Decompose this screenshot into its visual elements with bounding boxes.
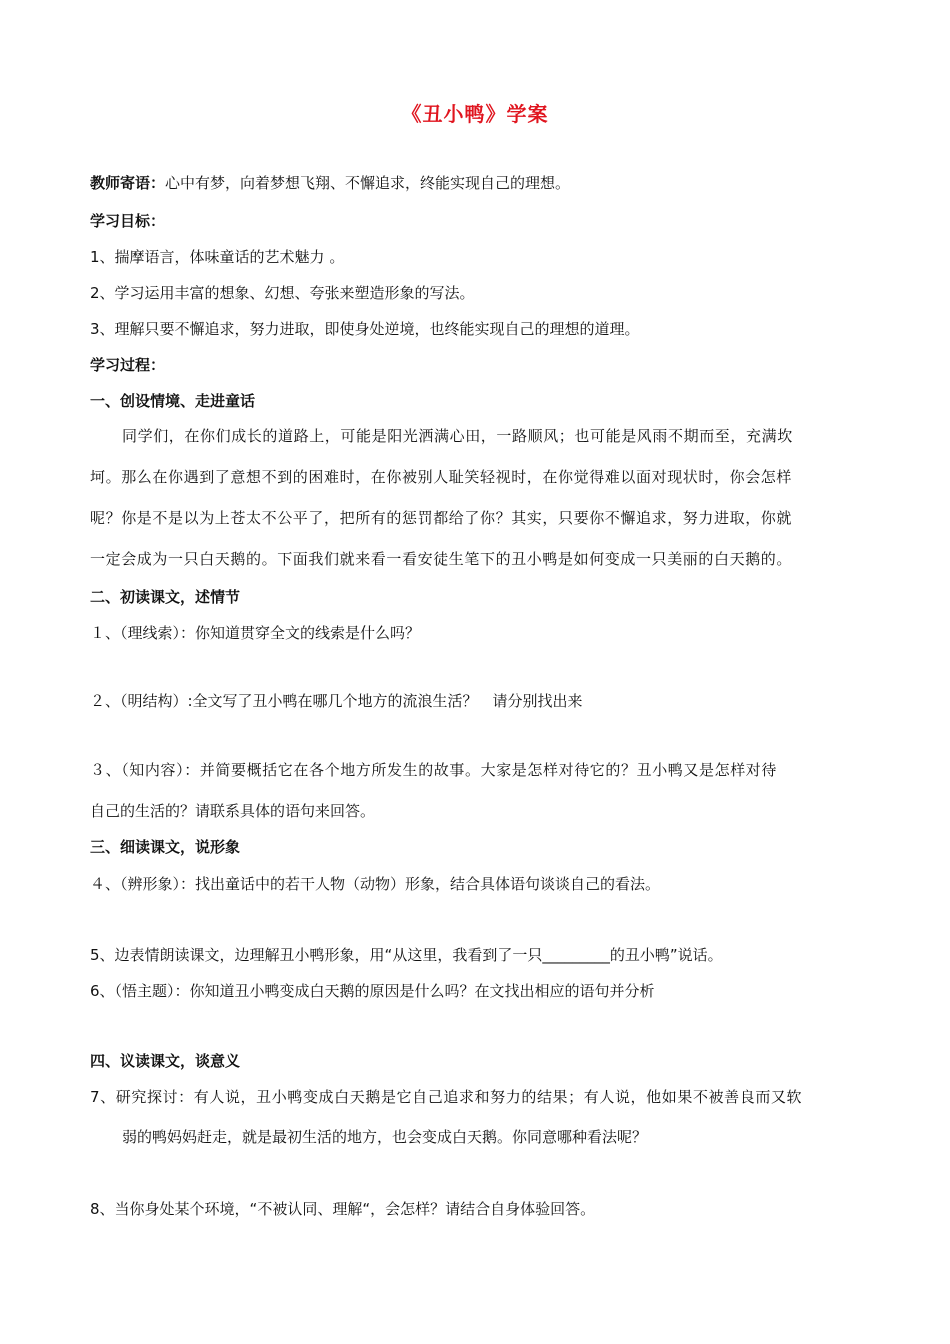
- section-heading: 一、创设情境、走进童话: [90, 392, 256, 410]
- process-heading: 学习过程：: [90, 356, 166, 374]
- section-heading: 二、初读课文，述情节: [90, 588, 241, 606]
- section-heading: 四、议读课文，谈意义: [90, 1052, 241, 1070]
- question-item-continuation: 自己的生活的？请联系具体的语句来回答。: [90, 802, 376, 820]
- intro-paragraph-line: 一定会成为一只白天鹅的。下面我们就来看一看安徒生笔下的丑小鸭是如何变成一只美丽的白天鹅的。: [90, 550, 793, 568]
- question-item: ２、（明结构）:全文写了丑小鸭在哪几个地方的流浪生活？ 请分别找出来: [90, 692, 583, 710]
- teacher-message-text: 心中有梦，向着梦想飞翔、不懈追求，终能实现自己的理想。: [165, 174, 571, 192]
- goal-item: 3、理解只要不懈追求，努力进取，即使身处逆境，也终能实现自己的理想的道理。: [90, 320, 640, 338]
- question-item: 8、当你身处某个环境，“不被认同、理解“，会怎样？请结合自身体验回答。: [90, 1200, 596, 1218]
- question-item: １、（理线索）：你知道贯穿全文的线索是什么吗？: [90, 624, 421, 642]
- intro-paragraph-line: 同学们，在你们成长的道路上，可能是阳光洒满心田，一路顺风；也可能是风雨不期而至，充满坎: [122, 427, 793, 445]
- goal-item: 2、学习运用丰富的想象、幻想、夸张来塑造形象的写法。: [90, 284, 475, 302]
- teacher-message-label: 教师寄语：: [90, 174, 166, 192]
- section-heading: 三、细读课文，说形象: [90, 838, 241, 856]
- intro-paragraph-line: 坷。那么在你遇到了意想不到的困难时，在你被别人耻笑轻视时，在你觉得难以面对现状时，你会怎样: [90, 468, 793, 486]
- question-item: 6、（悟主题）：你知道丑小鸭变成白天鹅的原因是什么吗？在文找出相应的语句并分析: [90, 982, 655, 1000]
- goal-item: 1、揣摩语言，体味童话的艺术魅力 。: [90, 248, 345, 266]
- question-item: ３、（知内容）：并简要概括它在各个地方所发生的故事。大家是怎样对待它的？丑小鸭又是怎样对待: [90, 761, 778, 779]
- question-item: ４、（辨形象）：找出童话中的若干人物（动物）形象，结合具体语句谈谈自己的看法。: [90, 875, 661, 893]
- question-item: 5、边表情朗读课文，边理解丑小鸭形象，用“从这里，我看到了一只_________的丑小鸭”说话。: [90, 946, 723, 964]
- question-item-continuation: 弱的鸭妈妈赶走，就是最初生活的地方，也会变成白天鹅。你同意哪种看法呢？: [122, 1128, 648, 1146]
- teacher-message: [90, 172, 870, 194]
- intro-paragraph-line: 呢？你是不是以为上苍太不公平了，把所有的惩罚都给了你？其实，只要你不懈追求，努力进取，你就: [90, 509, 793, 527]
- question-item: 7、研究探讨：有人说，丑小鸭变成白天鹅是它自己追求和努力的结果；有人说，他如果不被善良而又软: [90, 1088, 803, 1106]
- document-title: 《丑小鸭》学案: [401, 102, 549, 126]
- goals-heading: 学习目标：: [90, 212, 166, 230]
